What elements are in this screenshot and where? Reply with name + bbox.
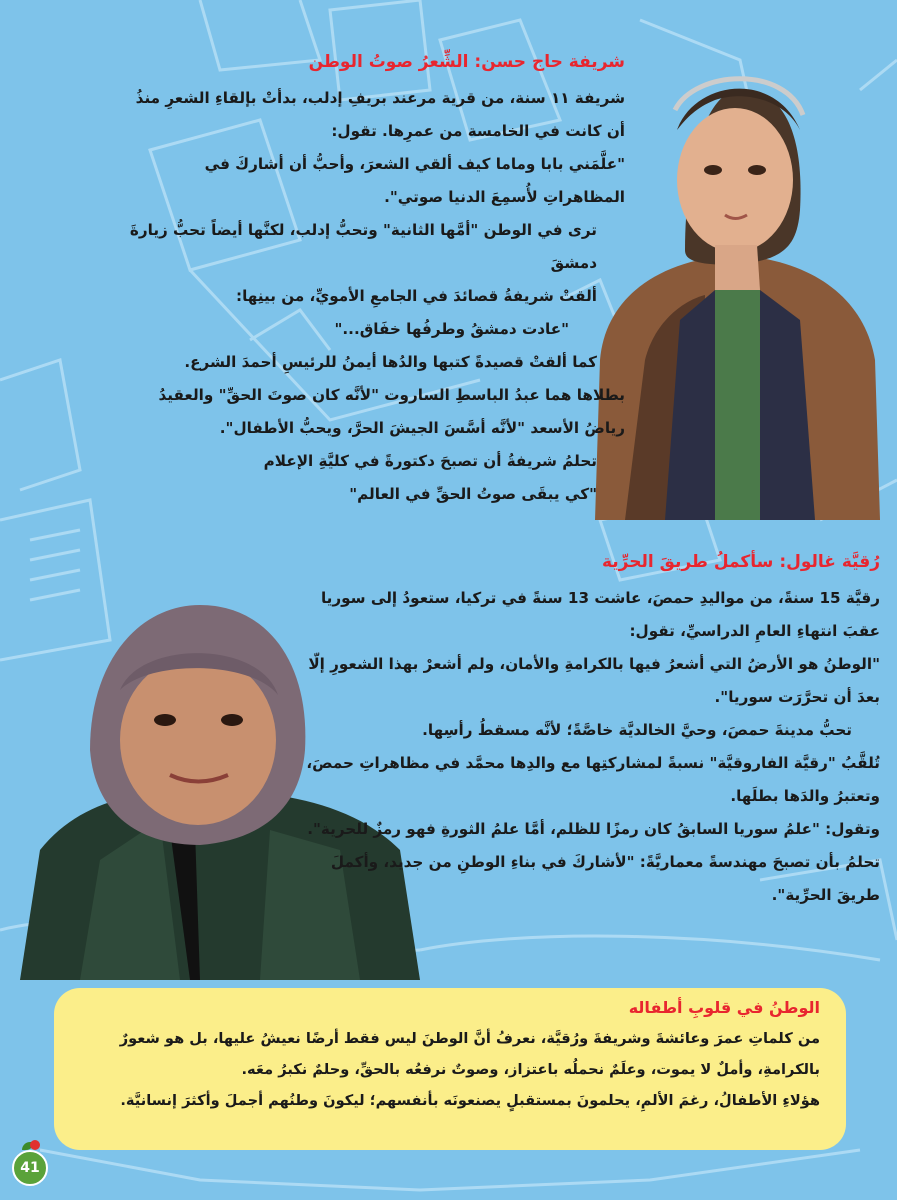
paragraph: تُلقَّبُ "رقيَّة الفاروقيَّة" نسبةً لمشاركتِها مع والدِها محمَّد في مظاهراتِ حمصَ، وتعتبرُ والدَها بطلَها. (306, 754, 880, 805)
portrait-girl-sharifa (585, 60, 885, 520)
paragraph: شريفة ١١ سنة، من قرية مرعند بريفِ إدلب، بدأتْ بإلقاءِ الشعرِ منذُ أن كانت في الخامسة من عمرِها. تقول: (135, 89, 625, 140)
box-title: الوطنُ في قلوبِ أطفاله (628, 998, 820, 1017)
paragraph: ألقتْ شريفةُ قصائدَ في الجامعِ الأمويِّ، من بينِها: (236, 287, 597, 305)
section-sharifa (120, 52, 625, 511)
section-ruqaya (300, 552, 880, 912)
quote: "علَّمَني بابا وماما كيف ألقي الشعرَ، وأحبُّ أن أشاركَ في المظاهراتِ لأُسمِعَ الدنيا صوتي". (204, 155, 625, 206)
paragraph: تحلمُ شريفةُ أن تصبحَ دكتورةً في كليَّةِ الإعلام (263, 452, 597, 470)
paragraph: بطلاها هما عبدُ الباسطِ الساروت "لأنَّه كان صوتَ الحقِّ" والعقيدُ رياضُ الأسعد "لأنَّه أسَّسَ الجيشَ الحرَّ، ويحبُّ الأطفال". (158, 386, 625, 437)
paragraph: رقيَّة 15 سنةً، من مواليدِ حمصَ، عاشت 13 سنةً في تركيا، ستعودُ إلى سوريا عقبَ انتهاءِ العامِ الدراسيِّ، تقول: (320, 589, 880, 640)
ladybug-icon (30, 1140, 40, 1150)
quote: "عادت دمشقُ وطرفُها خفَاق..." (334, 320, 569, 338)
paragraph: تحلمُ بأن تصبحَ مهندسةً معماريَّةً: "لأشاركَ في بناءِ الوطنِ من جديد، وأكملَ طريقَ الحرِّية". (330, 853, 880, 904)
page-number: 41 (12, 1150, 48, 1186)
summary-box (54, 988, 846, 1150)
quote: "الوطنُ هو الأرضُ التي أشعرُ فيها بالكرامةِ والأمان، ولم أشعرْ بهذا الشعورِ إلّا بعدَ أن تحرَّرَت سوريا". (308, 655, 880, 706)
quote: "كي يبقَى صوتُ الحقِّ في العالم" (349, 485, 597, 503)
paragraph: كما ألقتْ قصيدةً كتبها والدُها أيمنُ للرئيسِ أحمدَ الشرع. (184, 353, 597, 371)
section-title: رُقيَّة غالول: سأكملُ طريقَ الحرِّية (601, 552, 880, 572)
box-paragraph: هؤلاءِ الأطفالُ، رغمَ الألمِ، يحلمونَ بمستقبلٍ يصنعونَه بأنفسهم؛ ليكونَ وطنُهم أجملَ وأكثرَ إنسانيَّة. (120, 1092, 820, 1109)
box-paragraph: من كلماتِ عمرَ وعائشةَ وشريفةَ ورُقيَّة، نعرفُ أنَّ الوطنَ ليس فقط أرضًا نعيشُ عليها، بل هو شعورٌ بالكرامةِ، وأملٌ لا يموت، وعلَمٌ نحملُه باعتزاز، وصوتٌ نرفعُه بالحقِّ، وحلمٌ نكبرُ معَه. (119, 1030, 820, 1078)
paragraph: ترى في الوطن "أمَّها الثانية" وتحبُّ إدلب، لكنَّها أيضاً تحبُّ زيارةَ دمشقَ (129, 221, 597, 272)
section-title: شريفة حاج حسن: الشِّعرُ صوتُ الوطن (308, 52, 625, 72)
paragraph: وتقول: "علمُ سوريا السابقُ كان رمزًا للظلم، أمَّا علمُ الثورةِ فهو رمزٌ للحرية". (307, 820, 880, 838)
paragraph: تحبُّ مدينةَ حمصَ، وحيَّ الخالديَّة خاصَّةً؛ لأنَّه مسقطُ رأسِها. (422, 721, 852, 739)
